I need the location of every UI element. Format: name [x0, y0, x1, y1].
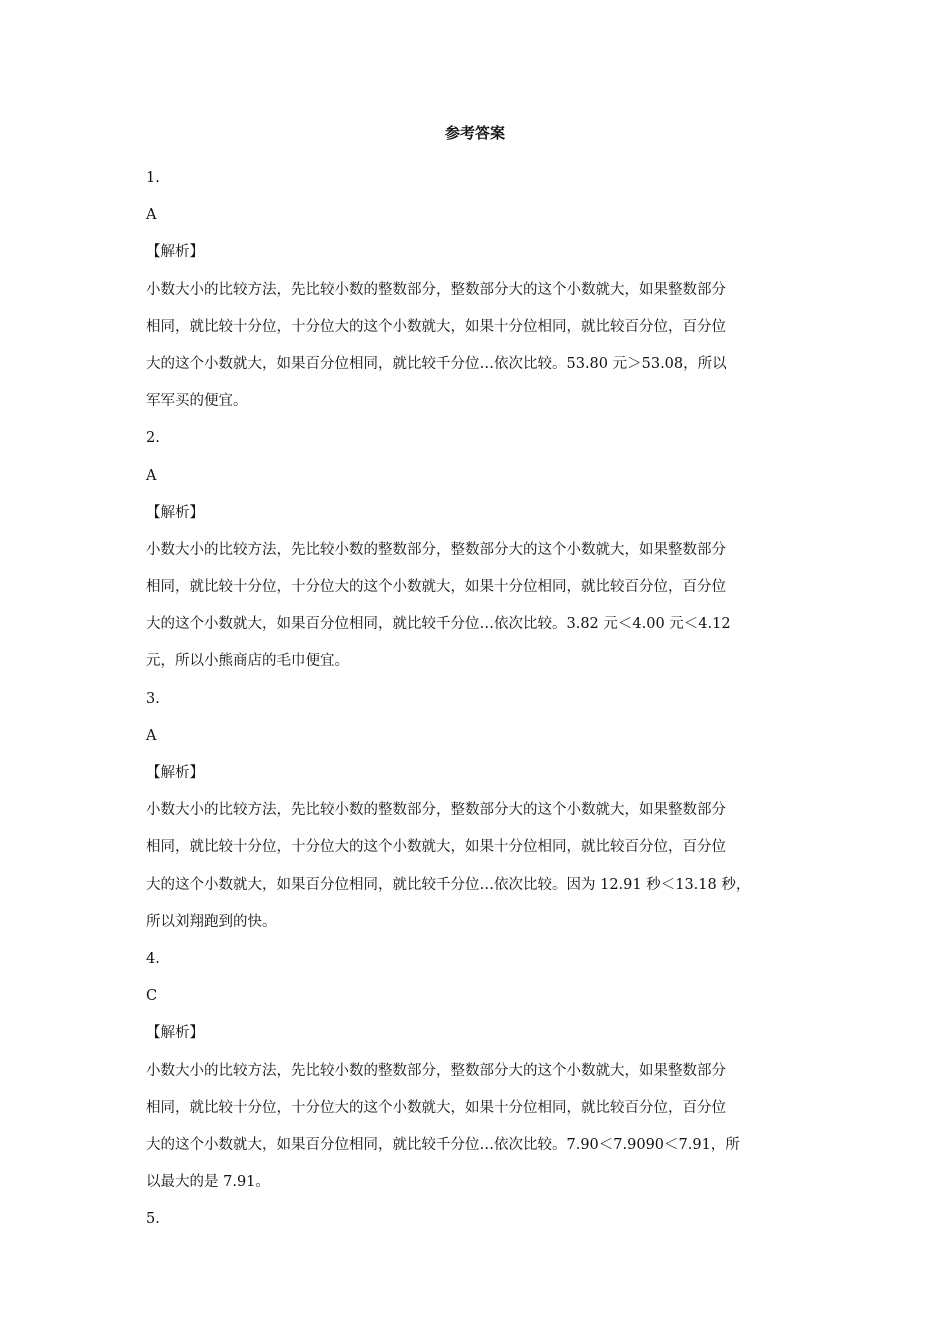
analysis-line: 小数大小的比较方法，先比较小数的整数部分，整数部分大的这个小数就大，如果整数部分: [146, 541, 726, 558]
answer-number: 1.: [146, 170, 160, 186]
answer-list: [146, 160, 810, 1238]
answer-number: 4.: [146, 950, 160, 967]
analysis-line: 大的这个小数就大，如果百分位相同，就比较千分位…依次比较。因为 12.91 秒＜13.18 秒，: [146, 876, 751, 893]
answer-number: 2.: [146, 430, 160, 447]
answer-item: [146, 160, 810, 420]
analysis-line: 小数大小的比较方法，先比较小数的整数部分，整数部分大的这个小数就大，如果整数部分: [146, 802, 726, 819]
answer-item: [146, 420, 810, 680]
analysis-label: 【解析】: [146, 765, 204, 781]
answer-item: [146, 941, 810, 1201]
answer-choice: A: [146, 467, 157, 484]
answer-choice: A: [146, 727, 157, 744]
analysis-label: 【解析】: [146, 244, 204, 261]
answer-choice: A: [146, 207, 157, 224]
analysis-line: 小数大小的比较方法，先比较小数的整数部分，整数部分大的这个小数就大，如果整数部分: [146, 1062, 726, 1079]
analysis-line: 大的这个小数就大，如果百分位相同，就比较千分位…依次比较。53.80 元＞53.08，所以: [146, 355, 727, 372]
analysis-label: 【解析】: [146, 1025, 204, 1042]
analysis-line: 以最大的是 7.91。: [146, 1174, 270, 1191]
analysis-line: 大的这个小数就大，如果百分位相同，就比较千分位…依次比较。3.82 元＜4.00 元＜4.12: [146, 616, 731, 633]
analysis-line: 小数大小的比较方法，先比较小数的整数部分，整数部分大的这个小数就大，如果整数部分: [146, 281, 726, 298]
answer-number: 5.: [146, 1211, 160, 1228]
analysis-line: 元，所以小熊商店的毛巾便宜。: [146, 653, 349, 670]
analysis-line: 军军买的便宜。: [146, 393, 248, 410]
analysis-line: 相同，就比较十分位，十分位大的这个小数就大，如果十分位相同，就比较百分位，百分位: [146, 579, 726, 596]
analysis-line: 所以刘翔跑到的快。: [146, 913, 277, 930]
analysis-label: 【解析】: [146, 504, 204, 521]
analysis-line: 相同，就比较十分位，十分位大的这个小数就大，如果十分位相同，就比较百分位，百分位: [146, 839, 726, 856]
analysis-line: 相同，就比较十分位，十分位大的这个小数就大，如果十分位相同，就比较百分位，百分位: [146, 1099, 726, 1116]
answer-choice: C: [146, 988, 158, 1005]
answer-item: [146, 681, 810, 941]
analysis-line: 相同，就比较十分位，十分位大的这个小数就大，如果十分位相同，就比较百分位，百分位: [146, 318, 726, 335]
answer-number: 3.: [146, 690, 160, 707]
analysis-line: 大的这个小数就大，如果百分位相同，就比较千分位…依次比较。7.90＜7.9090＜7.91，所: [146, 1136, 740, 1153]
page-title: 参考答案: [444, 124, 505, 142]
